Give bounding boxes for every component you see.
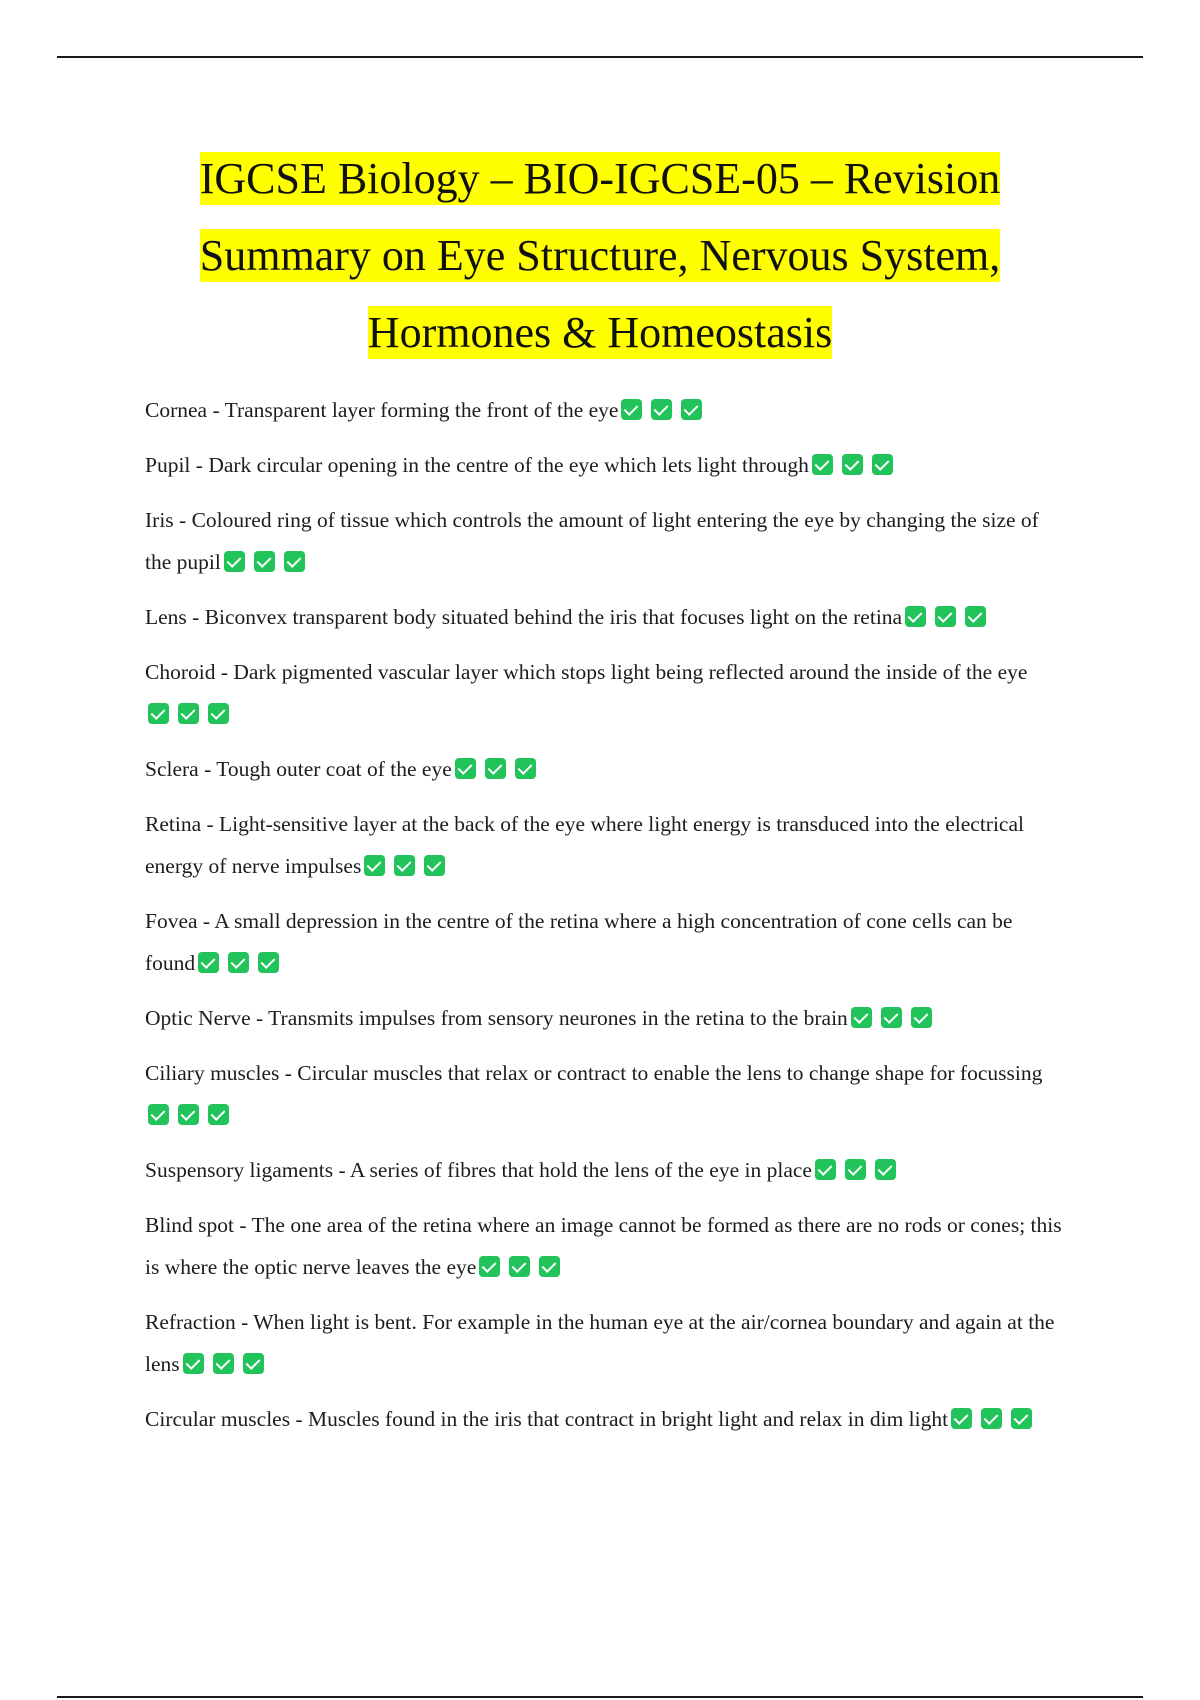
check-box-icon <box>815 1159 836 1180</box>
check-group <box>812 1158 896 1182</box>
term-text: Optic Nerve - Transmits impulses from sensory neurones in the retina to the brain <box>145 1006 848 1030</box>
check-box-icon <box>1011 1408 1032 1429</box>
check-box-icon <box>208 1104 229 1125</box>
check-box-icon <box>875 1159 896 1180</box>
check-box-icon <box>183 1353 204 1374</box>
term-item <box>145 900 1065 984</box>
check-box-icon <box>228 952 249 973</box>
term-text: Suspensory ligaments - A series of fibres that hold the lens of the eye in place <box>145 1158 812 1182</box>
term-text: Ciliary muscles - Circular muscles that relax or contract to enable the lens to change shape for focussing <box>145 1061 1043 1085</box>
check-box-icon <box>905 606 926 627</box>
check-box-icon <box>148 703 169 724</box>
check-box-icon <box>485 758 506 779</box>
term-item <box>145 748 1065 790</box>
check-box-icon <box>178 1104 199 1125</box>
term-item <box>145 651 1065 735</box>
document-title <box>150 140 1050 371</box>
term-item <box>145 803 1065 887</box>
term-text: Retina - Light-sensitive layer at the back of the eye where light energy is transduced into the electrical energy of nerve impulses <box>145 812 1024 878</box>
term-item <box>145 444 1065 486</box>
term-text: Blind spot - The one area of the retina where an image cannot be formed as there are no rods or cones; this is where the optic nerve leaves the eye <box>145 1213 1062 1279</box>
check-box-icon <box>198 952 219 973</box>
check-group <box>902 605 986 629</box>
term-text: Fovea - A small depression in the centre of the retina where a high concentration of cone cells can be found <box>145 909 1013 975</box>
check-group <box>221 550 305 574</box>
check-box-icon <box>681 399 702 420</box>
check-group <box>145 702 229 726</box>
term-text: Cornea - Transparent layer forming the front of the eye <box>145 398 619 422</box>
check-group <box>195 951 279 975</box>
check-box-icon <box>148 1104 169 1125</box>
check-box-icon <box>842 454 863 475</box>
term-text: Choroid - Dark pigmented vascular layer which stops light being reflected around the inside of the eye <box>145 660 1028 684</box>
check-group <box>361 854 445 878</box>
check-box-icon <box>455 758 476 779</box>
check-box-icon <box>935 606 956 627</box>
title-line-3: Hormones & Homeostasis <box>367 308 833 357</box>
check-box-icon <box>224 551 245 572</box>
term-item <box>145 1204 1065 1288</box>
term-text: Sclera - Tough outer coat of the eye <box>145 757 452 781</box>
term-item <box>145 1149 1065 1191</box>
check-group <box>145 1103 229 1127</box>
check-group <box>948 1407 1032 1431</box>
check-box-icon <box>243 1353 264 1374</box>
check-box-icon <box>965 606 986 627</box>
check-box-icon <box>509 1256 530 1277</box>
check-box-icon <box>621 399 642 420</box>
check-box-icon <box>881 1007 902 1028</box>
check-box-icon <box>258 952 279 973</box>
check-box-icon <box>539 1256 560 1277</box>
check-group <box>809 453 893 477</box>
check-box-icon <box>178 703 199 724</box>
title-line-1: IGCSE Biology – BIO-IGCSE-05 – Revision <box>199 154 1001 203</box>
term-item <box>145 1398 1065 1440</box>
bottom-divider <box>57 1696 1143 1698</box>
check-box-icon <box>851 1007 872 1028</box>
check-group <box>180 1352 264 1376</box>
check-group <box>476 1255 560 1279</box>
check-box-icon <box>951 1408 972 1429</box>
check-box-icon <box>515 758 536 779</box>
check-box-icon <box>812 454 833 475</box>
check-box-icon <box>254 551 275 572</box>
term-text: Circular muscles - Muscles found in the iris that contract in bright light and relax in dim light <box>145 1407 949 1431</box>
check-box-icon <box>479 1256 500 1277</box>
term-item <box>145 997 1065 1039</box>
title-line-2: Summary on Eye Structure, Nervous System, <box>199 231 1001 280</box>
term-item <box>145 499 1065 583</box>
check-box-icon <box>424 855 445 876</box>
top-divider <box>57 56 1143 58</box>
check-box-icon <box>213 1353 234 1374</box>
check-box-icon <box>872 454 893 475</box>
term-item <box>145 389 1065 431</box>
check-group <box>848 1006 932 1030</box>
term-item <box>145 1301 1065 1385</box>
term-list <box>145 389 1065 1453</box>
check-box-icon <box>911 1007 932 1028</box>
check-group <box>452 757 536 781</box>
check-box-icon <box>845 1159 866 1180</box>
term-text: Iris - Coloured ring of tissue which controls the amount of light entering the eye by changing the size of the pupil <box>145 508 1039 574</box>
term-text: Pupil - Dark circular opening in the centre of the eye which lets light through <box>145 453 809 477</box>
check-group <box>618 398 702 422</box>
check-box-icon <box>651 399 672 420</box>
check-box-icon <box>981 1408 1002 1429</box>
check-box-icon <box>208 703 229 724</box>
check-box-icon <box>394 855 415 876</box>
check-box-icon <box>284 551 305 572</box>
term-text: Lens - Biconvex transparent body situated behind the iris that focuses light on the retina <box>145 605 903 629</box>
check-box-icon <box>364 855 385 876</box>
term-text: Refraction - When light is bent. For example in the human eye at the air/cornea boundary and again at the lens <box>145 1310 1055 1376</box>
term-item <box>145 596 1065 638</box>
term-item <box>145 1052 1065 1136</box>
